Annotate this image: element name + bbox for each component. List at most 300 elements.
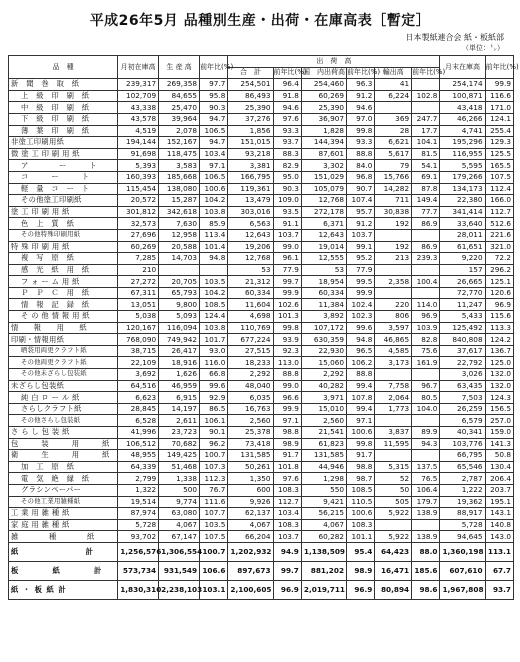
row-value-cell: 64,516 — [118, 380, 159, 392]
row-value-cell: 100.7 — [200, 450, 228, 462]
row-value-cell: 124.2 — [485, 334, 513, 346]
row-value-cell: 108.3 — [273, 484, 301, 496]
row-value-cell: 103.5 — [200, 519, 228, 531]
row-value-cell: 12,643 — [228, 229, 273, 241]
row-value-cell: 93,702 — [118, 531, 159, 543]
row-value-cell: 32,573 — [118, 218, 159, 230]
row-value-cell: 3,971 — [301, 392, 346, 404]
row-value-cell: 15,766 — [375, 171, 412, 183]
row-value-cell: 160,393 — [118, 171, 159, 183]
row-product-name: 晒袋用両更クラフト紙 — [9, 345, 118, 357]
table-row — [9, 322, 514, 334]
row-value-cell: 125,492 — [440, 322, 485, 334]
row-value-cell: 67,147 — [159, 531, 200, 543]
row-value-cell: 79 — [375, 160, 412, 172]
row-value-cell: 2,611 — [159, 415, 200, 427]
row-product-name: 紙 計 — [9, 542, 118, 561]
row-value-cell: 9,926 — [228, 496, 273, 508]
row-value-cell: 107.3 — [200, 461, 228, 473]
row-value-cell: 1,856 — [228, 125, 273, 137]
row-value-cell: 179.7 — [412, 496, 440, 508]
table-row — [9, 392, 514, 404]
table-row — [9, 357, 514, 369]
table-row — [9, 125, 514, 137]
row-value-cell: 41,996 — [118, 427, 159, 439]
row-value-cell: 76.7 — [200, 484, 228, 496]
row-value-cell: 86.9 — [412, 218, 440, 230]
row-value-cell: 37,617 — [440, 345, 485, 357]
col-domestic-yoy: 前年比(%) — [347, 67, 375, 79]
row-value-cell: 77.9 — [347, 264, 375, 276]
row-value-cell: 3,026 — [440, 369, 485, 381]
row-value-cell: 159.0 — [485, 427, 513, 439]
row-value-cell: 99.9 — [273, 403, 301, 415]
row-value-cell: 96.9 — [347, 580, 375, 599]
row-value-cell — [412, 287, 440, 299]
table-row — [9, 508, 514, 520]
row-value-cell: 254,174 — [440, 79, 485, 91]
row-value-cell: 7,503 — [440, 392, 485, 404]
row-value-cell: 63,435 — [440, 380, 485, 392]
row-value-cell: 11,604 — [228, 299, 273, 311]
col-export-yoy: 前年比(%) — [412, 67, 440, 79]
row-value-cell: 66,204 — [228, 531, 273, 543]
row-product-name: 感 光 紙 用 紙 — [9, 264, 118, 276]
row-value-cell: 72,770 — [440, 287, 485, 299]
row-value-cell: 93.0 — [200, 345, 228, 357]
row-value-cell: 124.3 — [485, 392, 513, 404]
table-row — [9, 229, 514, 241]
row-value-cell: 95.8 — [200, 90, 228, 102]
row-value-cell: 3,583 — [159, 160, 200, 172]
row-value-cell: 840,808 — [440, 334, 485, 346]
row-value-cell: 93,218 — [228, 148, 273, 160]
row-value-cell: 7,285 — [118, 253, 159, 265]
table-row — [9, 90, 514, 102]
row-value-cell: 600 — [228, 484, 273, 496]
row-value-cell: 192 — [375, 218, 412, 230]
row-value-cell — [412, 79, 440, 91]
row-value-cell: 5,728 — [118, 519, 159, 531]
row-value-cell — [375, 264, 412, 276]
row-value-cell: 14,703 — [159, 253, 200, 265]
row-value-cell: 1,256,576 — [118, 542, 159, 561]
row-value-cell: 116,955 — [440, 148, 485, 160]
row-value-cell: 2,064 — [375, 392, 412, 404]
row-value-cell: 108.5 — [200, 299, 228, 311]
table-row — [9, 345, 514, 357]
row-product-name: 加 工 原 紙 — [9, 461, 118, 473]
row-value-cell: 103.8 — [200, 206, 228, 218]
row-value-cell: 103.4 — [273, 508, 301, 520]
table-row — [9, 561, 514, 580]
row-value-cell: 106.5 — [200, 125, 228, 137]
row-value-cell: 92.3 — [273, 345, 301, 357]
table-row — [9, 461, 514, 473]
row-value-cell: 39,964 — [159, 113, 200, 125]
row-value-cell: 5,393 — [118, 160, 159, 172]
row-value-cell: 254,460 — [301, 79, 346, 91]
row-value-cell: 303,016 — [228, 206, 273, 218]
row-value-cell: 239.3 — [412, 253, 440, 265]
row-value-cell: 112.7 — [485, 206, 513, 218]
row-value-cell: 108.5 — [347, 484, 375, 496]
row-value-cell — [375, 287, 412, 299]
table-row — [9, 380, 514, 392]
row-value-cell: 99.8 — [347, 125, 375, 137]
row-value-cell: 3,837 — [375, 427, 412, 439]
row-value-cell: 88.8 — [347, 148, 375, 160]
col-ship-total-yoy: 前年比(%) — [273, 67, 301, 79]
row-value-cell: 16,763 — [228, 403, 273, 415]
row-value-cell: 2,292 — [301, 369, 346, 381]
row-value-cell: 19,014 — [301, 241, 346, 253]
row-value-cell: 100,871 — [440, 90, 485, 102]
row-value-cell: 2,078 — [159, 125, 200, 137]
row-value-cell: 97.1 — [347, 415, 375, 427]
row-product-name: 塗 工 印 刷 用 紙 — [9, 206, 118, 218]
row-product-name: 微 塗 工 印 刷 用 紙 — [9, 148, 118, 160]
row-value-cell: 137.5 — [412, 461, 440, 473]
row-value-cell: 94.9 — [273, 542, 301, 561]
row-product-name: コ ー ト — [9, 171, 118, 183]
row-value-cell: 4,585 — [375, 345, 412, 357]
row-value-cell: 9,421 — [301, 496, 346, 508]
row-value-cell: 125.5 — [485, 148, 513, 160]
row-value-cell: 87.8 — [412, 183, 440, 195]
row-value-cell: 22,792 — [440, 357, 485, 369]
row-value-cell: 18,233 — [228, 357, 273, 369]
row-value-cell: 106,512 — [118, 438, 159, 450]
row-value-cell: 141.3 — [485, 438, 513, 450]
row-value-cell: 115,454 — [118, 183, 159, 195]
row-value-cell: 4,519 — [118, 125, 159, 137]
row-value-cell: 64,423 — [375, 542, 412, 561]
row-value-cell: 53 — [228, 264, 273, 276]
row-value-cell: 239,317 — [118, 79, 159, 91]
row-product-name: 上 級 印 刷 紙 — [9, 90, 118, 102]
row-value-cell: 62,137 — [228, 508, 273, 520]
row-value-cell: 97.0 — [347, 113, 375, 125]
row-value-cell: 9,220 — [440, 253, 485, 265]
table-row — [9, 102, 514, 114]
row-value-cell: 43,578 — [118, 113, 159, 125]
row-value-cell: 2,100,605 — [228, 580, 273, 599]
row-value-cell: 6,623 — [118, 392, 159, 404]
table-body — [9, 79, 514, 600]
row-value-cell: 90.3 — [200, 102, 228, 114]
row-value-cell: 11,384 — [301, 299, 346, 311]
row-product-name: その他特殊印刷用紙 — [9, 229, 118, 241]
row-product-name: その他塗工印刷紙 — [9, 195, 118, 207]
row-value-cell: 4,067 — [159, 519, 200, 531]
row-value-cell: 46,959 — [159, 380, 200, 392]
row-value-cell: 80.5 — [412, 392, 440, 404]
table-row — [9, 450, 514, 462]
row-value-cell: 254,501 — [228, 79, 273, 91]
row-value-cell: 101.1 — [347, 531, 375, 543]
row-value-cell: 107.5 — [200, 531, 228, 543]
row-value-cell: 9,774 — [159, 496, 200, 508]
row-value-cell: 77.9 — [273, 264, 301, 276]
row-value-cell: 931,549 — [159, 561, 200, 580]
row-value-cell: 2,238,103 — [159, 580, 200, 599]
table-row — [9, 253, 514, 265]
row-value-cell: 247.7 — [412, 113, 440, 125]
row-value-cell: 96.3 — [347, 79, 375, 91]
row-value-cell: 94.8 — [200, 253, 228, 265]
production-table — [8, 55, 519, 600]
row-value-cell: 36,907 — [301, 113, 346, 125]
row-value-cell: 99.9 — [485, 79, 513, 91]
row-value-cell: 5,617 — [375, 148, 412, 160]
row-value-cell: 113.1 — [485, 542, 513, 561]
row-value-cell: 26,665 — [440, 276, 485, 288]
col-domestic: 国 内出荷高 — [301, 67, 346, 79]
row-value-cell: 107.7 — [200, 508, 228, 520]
row-value-cell: 17.7 — [412, 125, 440, 137]
row-value-cell: 86,493 — [228, 90, 273, 102]
row-value-cell: 66.8 — [200, 369, 228, 381]
row-value-cell: 28 — [375, 125, 412, 137]
row-value-cell: 104.2 — [200, 195, 228, 207]
row-value-cell: 93.9 — [273, 334, 301, 346]
row-value-cell: 1,773 — [375, 403, 412, 415]
row-value-cell: 21,312 — [228, 276, 273, 288]
row-value-cell: 77.7 — [412, 206, 440, 218]
row-value-cell: 15,010 — [301, 403, 346, 415]
row-value-cell: 257.0 — [485, 415, 513, 427]
row-value-cell: 104.2 — [200, 287, 228, 299]
row-value-cell: 28,011 — [440, 229, 485, 241]
row-value-cell: 144,394 — [301, 137, 346, 149]
row-value-cell: 115.6 — [485, 311, 513, 323]
row-value-cell: 61,651 — [440, 241, 485, 253]
row-value-cell: 111.6 — [200, 496, 228, 508]
row-value-cell: 94.6 — [273, 102, 301, 114]
row-value-cell: 107.4 — [347, 195, 375, 207]
table-row — [9, 195, 514, 207]
row-value-cell — [375, 229, 412, 241]
header-row-1 — [9, 56, 514, 68]
row-product-name: 純 白 ロ ー ル 紙 — [9, 392, 118, 404]
table-row — [9, 137, 514, 149]
row-value-cell: 96.4 — [273, 79, 301, 91]
row-value-cell: 94.8 — [347, 334, 375, 346]
table-row — [9, 148, 514, 160]
row-value-cell: 65,793 — [159, 287, 200, 299]
row-value-cell — [412, 264, 440, 276]
row-value-cell: 6,035 — [228, 392, 273, 404]
row-value-cell: 88,917 — [440, 508, 485, 520]
table-row — [9, 79, 514, 91]
row-value-cell: 113.4 — [200, 229, 228, 241]
row-value-cell: 94.3 — [412, 438, 440, 450]
row-value-cell: 96.7 — [412, 380, 440, 392]
row-value-cell: 88.3 — [273, 148, 301, 160]
table-row — [9, 334, 514, 346]
row-value-cell: 99.4 — [347, 403, 375, 415]
col-production-yoy: 前年比(%) — [200, 56, 228, 79]
row-value-cell: 203.7 — [485, 484, 513, 496]
row-value-cell: 93.7 — [485, 580, 513, 599]
row-value-cell — [375, 102, 412, 114]
row-value-cell: 106.4 — [412, 484, 440, 496]
row-value-cell: 112.3 — [200, 473, 228, 485]
row-value-cell: 91.8 — [273, 90, 301, 102]
row-value-cell: 116.6 — [485, 90, 513, 102]
row-value-cell: 116.0 — [200, 357, 228, 369]
row-value-cell: 103.8 — [200, 322, 228, 334]
table-row — [9, 113, 514, 125]
row-value-cell: 14,282 — [375, 183, 412, 195]
row-value-cell: 72.2 — [485, 253, 513, 265]
row-value-cell: 296.2 — [485, 264, 513, 276]
row-value-cell: 220 — [375, 299, 412, 311]
row-value-cell: 1,360,198 — [440, 542, 485, 561]
row-value-cell: 99.8 — [273, 322, 301, 334]
row-value-cell: 99.0 — [273, 380, 301, 392]
row-value-cell: 161.9 — [412, 357, 440, 369]
row-value-cell: 37,276 — [228, 113, 273, 125]
row-value-cell: 100.6 — [200, 183, 228, 195]
row-value-cell: 30,838 — [375, 206, 412, 218]
row-value-cell: 94.7 — [200, 113, 228, 125]
row-value-cell: 607,610 — [440, 561, 485, 580]
row-value-cell: 40,341 — [440, 427, 485, 439]
table-row — [9, 415, 514, 427]
row-value-cell: 60,269 — [301, 90, 346, 102]
col-closing-yoy: 前年比(%) — [485, 56, 513, 79]
row-value-cell: 95.0 — [273, 171, 301, 183]
row-value-cell: 152,167 — [159, 137, 200, 149]
row-value-cell: 125.1 — [485, 276, 513, 288]
row-value-cell: 52 — [375, 473, 412, 485]
row-value-cell: 2,787 — [440, 473, 485, 485]
row-value-cell: 6,621 — [375, 137, 412, 149]
row-value-cell: 43,338 — [118, 102, 159, 114]
table-row — [9, 542, 514, 561]
row-value-cell — [412, 229, 440, 241]
table-row — [9, 484, 514, 496]
row-product-name: 特 殊 印 刷 用 紙 — [9, 241, 118, 253]
table-row — [9, 403, 514, 415]
row-value-cell: 93.3 — [273, 125, 301, 137]
row-value-cell: 3,892 — [301, 311, 346, 323]
row-value-cell: 99.7 — [273, 561, 301, 580]
row-product-name: その他さらし包装紙 — [9, 415, 118, 427]
row-product-name: 新 聞 巻 取 紙 — [9, 79, 118, 91]
row-value-cell: 99.8 — [347, 438, 375, 450]
row-value-cell: 2,292 — [228, 369, 273, 381]
table-row — [9, 287, 514, 299]
row-product-name: さ ら し 包 装 紙 — [9, 427, 118, 439]
row-value-cell: 195,296 — [440, 137, 485, 149]
row-value-cell: 22,380 — [440, 195, 485, 207]
row-value-cell: 677,224 — [228, 334, 273, 346]
row-value-cell: 13,051 — [118, 299, 159, 311]
row-product-name: その他未ざらし包装紙 — [9, 369, 118, 381]
row-value-cell: 12,768 — [228, 253, 273, 265]
table-row — [9, 580, 514, 599]
row-value-cell: 6,528 — [118, 415, 159, 427]
row-value-cell: 44,946 — [301, 461, 346, 473]
row-value-cell: 101.3 — [273, 311, 301, 323]
row-value-cell: 1,830,310 — [118, 580, 159, 599]
row-product-name: 衛 生 用 紙 — [9, 450, 118, 462]
row-value-cell: 112.4 — [485, 183, 513, 195]
row-value-cell: 53 — [301, 264, 346, 276]
row-value-cell: 96.9 — [485, 299, 513, 311]
row-value-cell: 156.5 — [485, 403, 513, 415]
row-value-cell: 138,080 — [159, 183, 200, 195]
row-value-cell: 67,311 — [118, 287, 159, 299]
row-value-cell: 99.6 — [200, 380, 228, 392]
row-value-cell: 1,338 — [159, 473, 200, 485]
row-value-cell: 6,563 — [228, 218, 273, 230]
row-value-cell: 99.7 — [273, 276, 301, 288]
row-value-cell: 84.0 — [347, 160, 375, 172]
row-product-name: 情 報 用 紙 — [9, 322, 118, 334]
row-value-cell: 97.1 — [200, 160, 228, 172]
row-value-cell: 22,930 — [301, 345, 346, 357]
row-product-name: 軽 量 コ ー ト — [9, 183, 118, 195]
row-value-cell: 4,741 — [440, 125, 485, 137]
row-value-cell: 98.7 — [347, 473, 375, 485]
row-value-cell: 18,916 — [159, 357, 200, 369]
row-value-cell: 5,595 — [440, 160, 485, 172]
row-value-cell: 21,541 — [301, 427, 346, 439]
row-product-name: 下 級 印 刷 紙 — [9, 113, 118, 125]
row-value-cell: 129.3 — [485, 137, 513, 149]
row-value-cell: 94,645 — [440, 531, 485, 543]
page-title: 平成26年5月 品種別生産・出荷・在庫高表［暫定］ — [89, 13, 431, 29]
row-value-cell: 6,224 — [375, 90, 412, 102]
row-product-name: 包 装 用 紙 — [9, 438, 118, 450]
row-product-name: 家 庭 用 雑 種 紙 — [9, 519, 118, 531]
row-value-cell: 6,915 — [159, 392, 200, 404]
row-value-cell: 151,015 — [228, 137, 273, 149]
row-value-cell: 185.6 — [412, 561, 440, 580]
row-value-cell — [412, 415, 440, 427]
row-product-name: 電 気 絶 縁 紙 — [9, 473, 118, 485]
row-value-cell: 26,259 — [440, 403, 485, 415]
row-value-cell: 69.1 — [412, 171, 440, 183]
row-value-cell: 87,974 — [118, 508, 159, 520]
row-value-cell: 195.1 — [485, 496, 513, 508]
row-value-cell: 369 — [375, 113, 412, 125]
row-value-cell: 5,728 — [440, 519, 485, 531]
row-value-cell: 48,040 — [228, 380, 273, 392]
row-value-cell: 25,390 — [228, 102, 273, 114]
row-value-cell: 22,109 — [118, 357, 159, 369]
row-value-cell: 11,595 — [375, 438, 412, 450]
row-value-cell: 101.8 — [273, 461, 301, 473]
row-value-cell: 2,019,711 — [301, 580, 346, 599]
row-value-cell: 90.1 — [200, 427, 228, 439]
row-value-cell: 165.5 — [485, 160, 513, 172]
row-value-cell: 89.9 — [412, 427, 440, 439]
row-value-cell: 206.4 — [485, 473, 513, 485]
row-value-cell: 51,468 — [159, 461, 200, 473]
table-row — [9, 218, 514, 230]
row-value-cell: 93.7 — [273, 137, 301, 149]
row-value-cell: 91.2 — [347, 90, 375, 102]
row-value-cell: 143.0 — [485, 531, 513, 543]
row-value-cell: 101.4 — [200, 241, 228, 253]
row-value-cell: 92.9 — [200, 392, 228, 404]
row-value-cell — [412, 450, 440, 462]
